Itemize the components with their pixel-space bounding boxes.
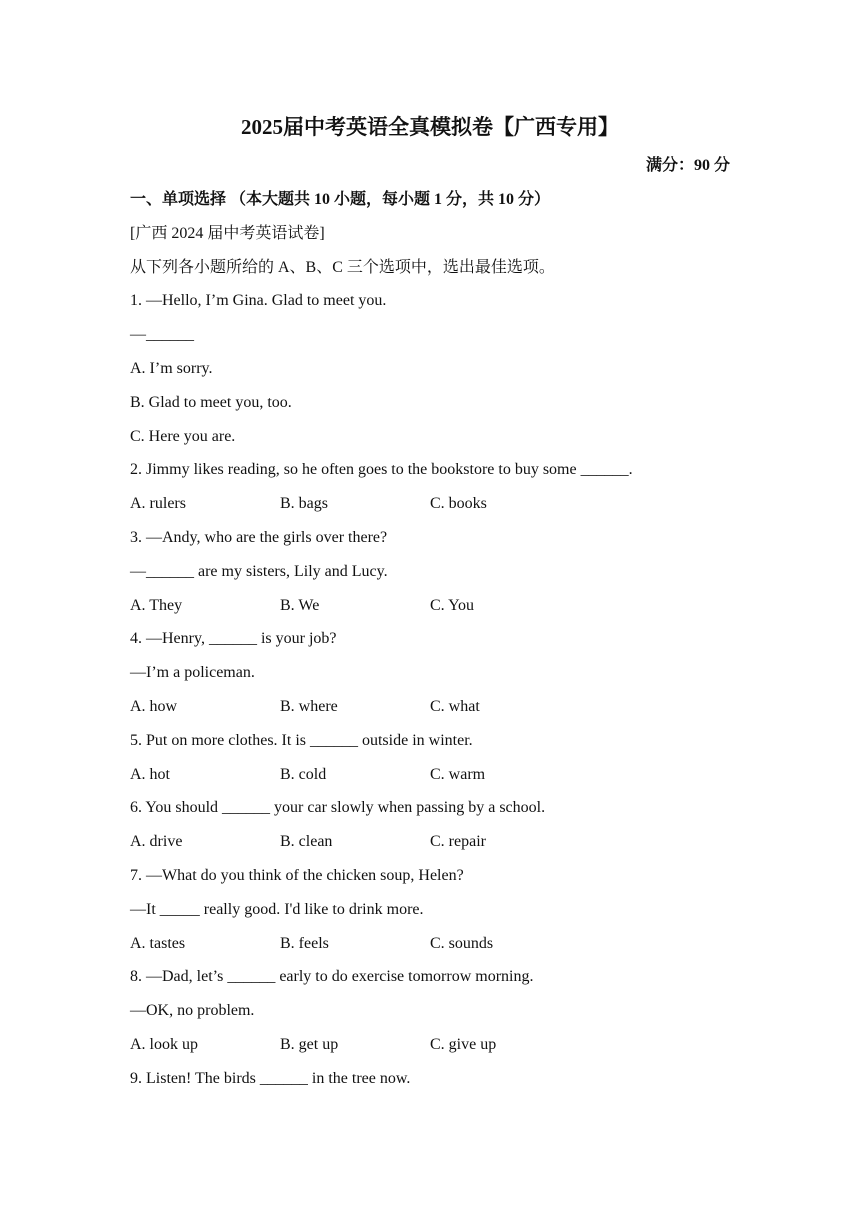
option-c: C. repair	[430, 833, 486, 851]
option-a: A. hot	[130, 765, 170, 783]
question-stem: 7. —What do you think of the chicken soup, Helen?	[130, 866, 464, 884]
options-row	[130, 828, 740, 862]
total-score: 满分：90 分	[645, 157, 730, 174]
question-stem: 8. —Dad, let’s ______ early to do exercise tomorrow morning.	[130, 968, 534, 986]
options-row	[130, 490, 740, 524]
option-b: B. feels	[280, 934, 329, 952]
option-c: C. what	[430, 697, 480, 715]
option-c: C. give up	[430, 1035, 497, 1053]
question-stem: 3. —Andy, who are the girls over there?	[130, 528, 388, 546]
question-stem: 2. Jimmy likes reading, so he often goes to the bookstore to buy some ______.	[130, 461, 633, 479]
section-heading: 一、单项选择 （本大题共 10 小题，每小题 1 分，共 10 分）	[130, 191, 551, 208]
question-reply: —______ are my sisters, Lily and Lucy.	[130, 562, 388, 580]
option-c: C. You	[430, 596, 475, 614]
options-row	[130, 930, 740, 964]
options-row	[130, 592, 740, 626]
option-b: B. clean	[280, 833, 333, 851]
section-source: [广西 2024 届中考英语试卷]	[130, 224, 325, 242]
option-a: A. drive	[130, 833, 183, 851]
option-a: A. They	[130, 596, 183, 614]
options-row	[130, 693, 740, 727]
section-instruction: 从下列各小题所给的 A、B、C 三个选项中，选出最佳选项。	[130, 258, 555, 276]
question-reply: —It _____ really good. I'd like to drink more.	[130, 900, 424, 918]
option-b: B. cold	[280, 765, 327, 783]
question-reply: —OK, no problem.	[130, 1002, 255, 1020]
option-a: A. I’m sorry.	[130, 359, 213, 377]
option-c: C. books	[430, 495, 487, 513]
option-a: A. look up	[130, 1035, 198, 1053]
options-row	[130, 761, 740, 795]
question-reply: —______	[130, 326, 194, 344]
question-stem: 6. You should ______ your car slowly when passing by a school.	[130, 799, 546, 817]
option-b: B. bags	[280, 495, 328, 513]
option-c: C. Here you are.	[130, 427, 236, 445]
option-a: A. rulers	[130, 495, 186, 513]
question-stem: 9. Listen! The birds ______ in the tree now.	[130, 1069, 411, 1087]
question-stem: 5. Put on more clothes. It is ______ outside in winter.	[130, 731, 473, 749]
option-a: A. tastes	[130, 934, 186, 952]
question-stem: 1. —Hello, I’m Gina. Glad to meet you.	[130, 292, 387, 310]
question-reply: —I’m a policeman.	[130, 664, 255, 682]
option-c: C. sounds	[430, 934, 494, 952]
option-b: B. get up	[280, 1035, 339, 1053]
option-c: C. warm	[430, 765, 486, 783]
option-b: B. Glad to meet you, too.	[130, 393, 292, 411]
option-b: B. where	[280, 697, 338, 715]
exam-content	[130, 186, 740, 1099]
question-stem: 4. —Henry, ______ is your job?	[130, 630, 337, 648]
page-title: 2025届中考英语全真模拟卷【广西专用】	[241, 115, 619, 139]
option-b: B. We	[280, 596, 320, 614]
options-row	[130, 1031, 740, 1065]
option-a: A. how	[130, 697, 178, 715]
